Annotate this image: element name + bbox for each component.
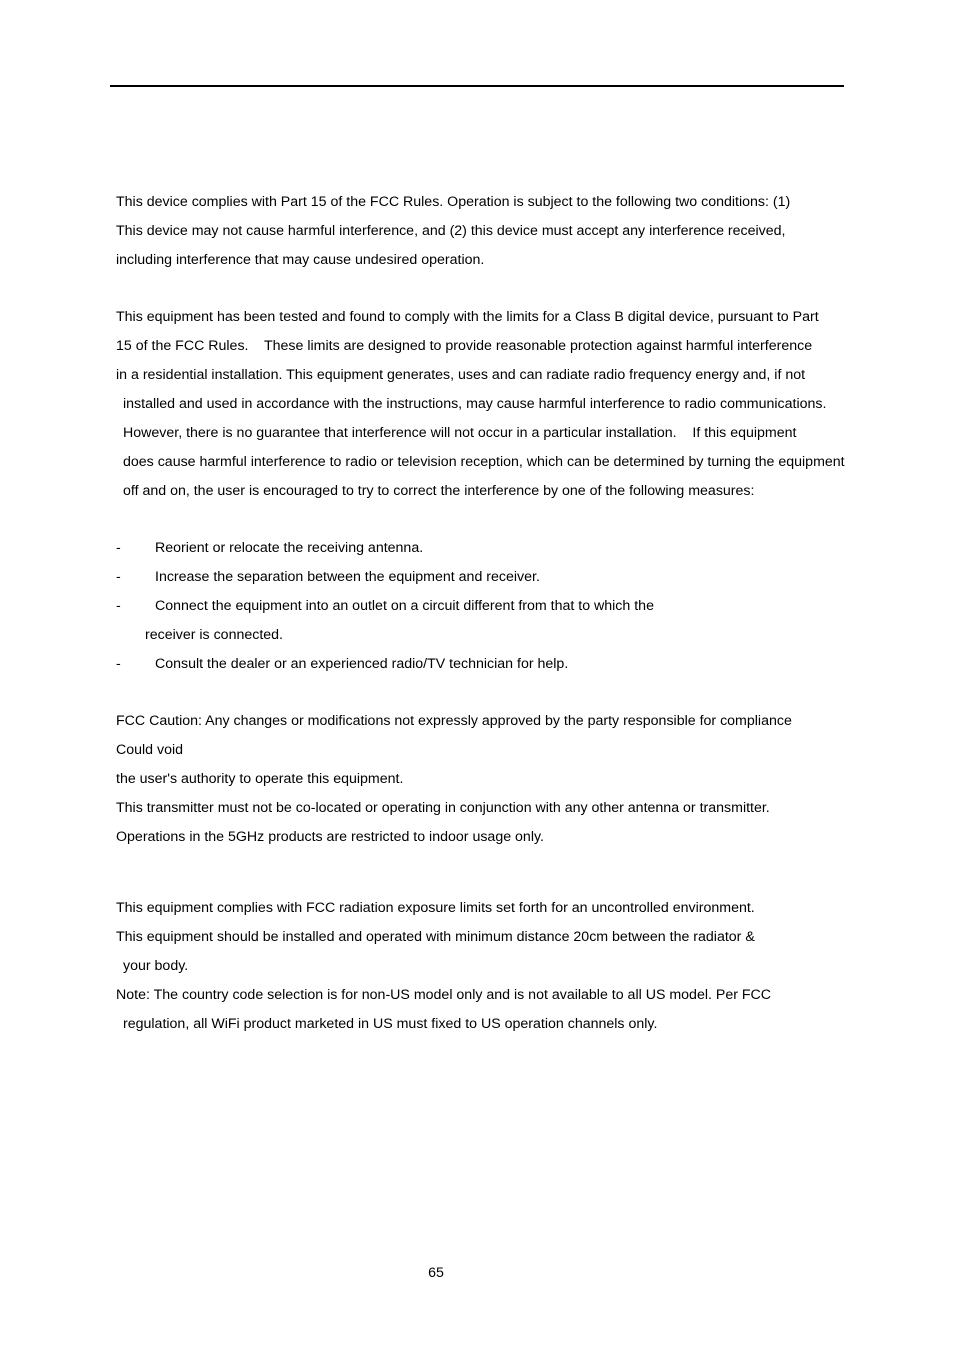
p4-line-5: regulation, all WiFi product marketed in US must fixed to US operation channels only.	[123, 1016, 658, 1032]
p2-line-2: 15 of the FCC Rules. These limits are designed to provide reasonable protection against harmful interference	[116, 338, 813, 354]
bullet-marker: -	[116, 656, 121, 672]
p4-line-1: This equipment complies with FCC radiation exposure limits set forth for an uncontrolled environment.	[116, 900, 755, 916]
p2-line-7: off and on, the user is encouraged to try to correct the interference by one of the following measures:	[123, 483, 755, 499]
bullet-marker: -	[116, 540, 121, 556]
p3-line-4: This transmitter must not be co-located or operating in conjunction with any other antenna or transmitter.	[116, 800, 770, 816]
p3-line-5: Operations in the 5GHz products are restricted to indoor usage only.	[116, 829, 544, 845]
bullet-marker: -	[116, 598, 121, 614]
p4-line-2: This equipment should be installed and operated with minimum distance 20cm between the radiator &	[116, 929, 755, 945]
p2-line-6: does cause harmful interference to radio or television reception, which can be determined by turning the equipment	[123, 454, 845, 470]
bullet-item-3: Connect the equipment into an outlet on a circuit different from that to which the	[155, 598, 654, 614]
bullet-item-2: Increase the separation between the equipment and receiver.	[155, 569, 540, 585]
bullet-item-1: Reorient or relocate the receiving antenna.	[155, 540, 424, 556]
p4-line-3: your body.	[123, 958, 189, 974]
page-number: 65	[428, 1265, 444, 1281]
p1-line-3: including interference that may cause undesired operation.	[116, 252, 485, 268]
header-rule	[110, 85, 844, 87]
p3-line-1: FCC Caution: Any changes or modifications not expressly approved by the party responsible for compliance	[116, 713, 792, 729]
bullet-item-3-continuation: receiver is connected.	[145, 627, 284, 643]
p1-line-2: This device may not cause harmful interference, and (2) this device must accept any interference received,	[116, 223, 786, 239]
p3-line-2: Could void	[116, 742, 184, 758]
p2-line-1: This equipment has been tested and found to comply with the limits for a Class B digital device, pursuant to Part	[116, 309, 819, 325]
p2-line-4: installed and used in accordance with the instructions, may cause harmful interference to radio communications.	[123, 396, 827, 412]
p4-line-4: Note: The country code selection is for non-US model only and is not available to all US model. Per FCC	[116, 987, 772, 1003]
bullet-marker: -	[116, 569, 121, 585]
p2-line-5: However, there is no guarantee that interference will not occur in a particular installation. If this equipment	[123, 425, 797, 441]
p3-line-3: the user's authority to operate this equipment.	[116, 771, 404, 787]
bullet-item-4: Consult the dealer or an experienced radio/TV technician for help.	[155, 656, 569, 672]
p2-line-3: in a residential installation. This equipment generates, uses and can radiate radio frequency energy and, if not	[116, 367, 806, 383]
p1-line-1: This device complies with Part 15 of the FCC Rules. Operation is subject to the following two conditions: (1)	[116, 194, 791, 210]
